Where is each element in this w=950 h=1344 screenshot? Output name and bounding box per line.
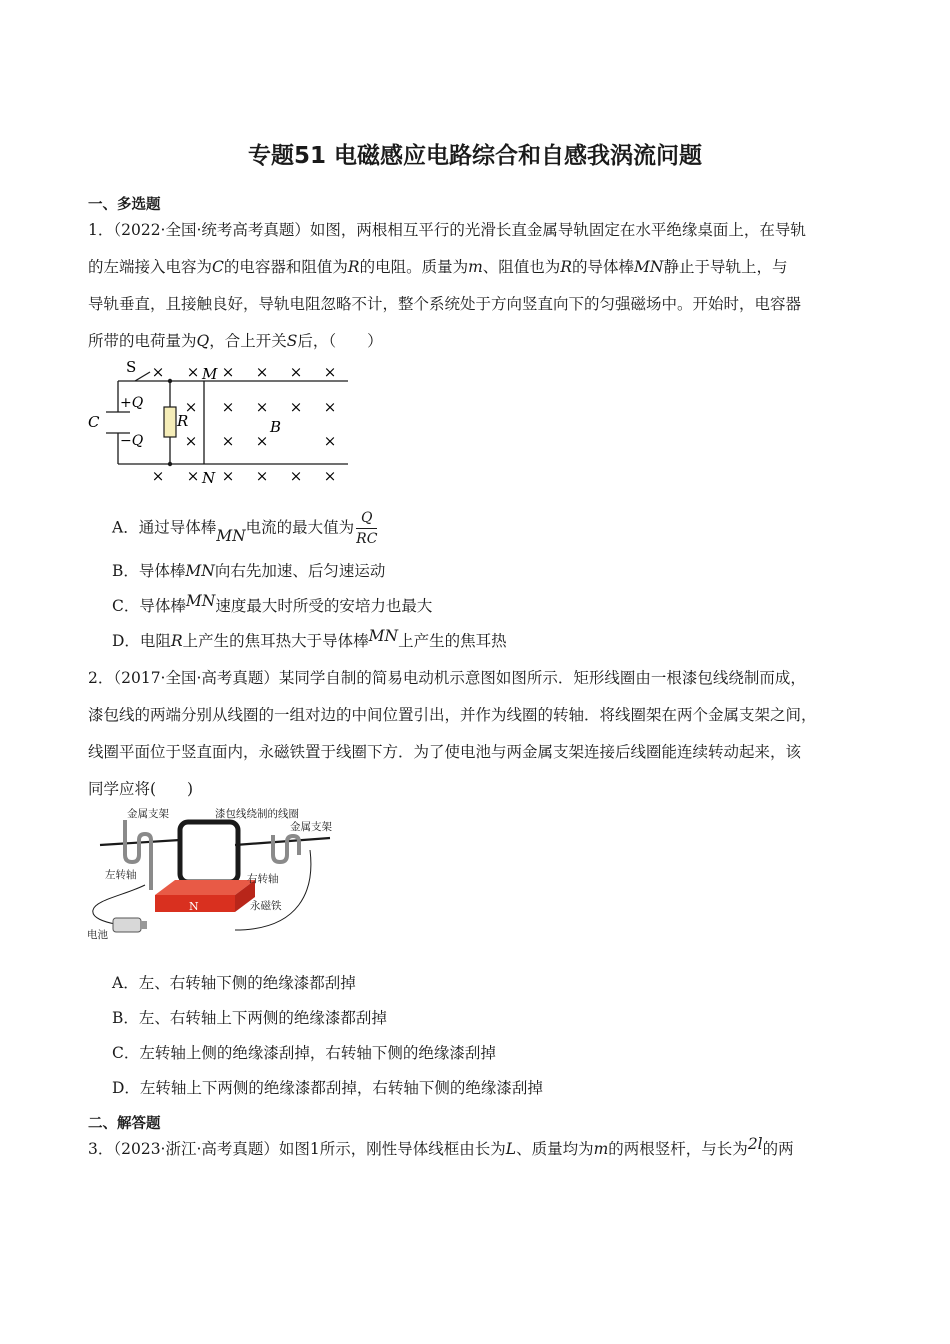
q1-var-S: S (286, 332, 298, 350)
option-text: 电流的最大值为 (245, 518, 355, 537)
q1-text: 静止于导轨上，与 (663, 258, 788, 276)
label-magnet: 永磁铁 (250, 900, 282, 912)
q3-var-m: m (593, 1140, 609, 1158)
q1-text: 的电阻。质量为 (359, 258, 469, 276)
q2-line1: 2．（2017·全国·高考真题）某同学自制的简易电动机示意图如图所示．矩形线圈由一根漆包线绕制而成， (88, 669, 806, 687)
q1-line1: 1．（2022·全国·统考高考真题）如图，两根相互平行的光滑长直金属导轨固定在水平绝缘桌面上，在导轨 (88, 221, 806, 239)
label-axis-right: 右转轴 (247, 873, 279, 885)
option-text: C．导体棒 (112, 597, 186, 615)
section-multiple-choice: 一、多选题 (88, 197, 161, 213)
option-text: A．通过导体棒 (112, 518, 217, 537)
field-cross: × (186, 363, 200, 381)
q1-option-C[interactable] (112, 594, 432, 616)
field-cross: × (323, 363, 337, 381)
q1-var-C: C (212, 258, 224, 276)
option-text: 上产生的焦耳热大于导体棒 (182, 632, 369, 650)
field-cross: × (289, 363, 303, 381)
label-M: M (202, 365, 218, 383)
label-S: S (126, 358, 137, 376)
q1-text: 的电容器和阻值为 (223, 258, 348, 276)
field-cross: × (323, 467, 337, 485)
page-title: 专题51 电磁感应电路综合和自感我涡流问题 (247, 143, 702, 169)
q1-var-MN: MN (185, 562, 215, 580)
q1-var-R: R (560, 258, 572, 276)
label-C: C (88, 413, 100, 431)
field-cross: × (221, 363, 235, 381)
fraction-Q-over-RC (356, 508, 377, 549)
option-text: D．电阻 (112, 632, 171, 650)
field-cross: × (255, 467, 269, 485)
q1-text: 、阻值也为 (482, 258, 561, 276)
label-magnet-pole: N (189, 900, 199, 913)
label-minus-Q: −Q (120, 433, 144, 449)
field-cross: × (184, 398, 198, 416)
q2-motor-diagram (85, 800, 355, 945)
q2-option-A[interactable]: A．左、右转轴下侧的绝缘漆都刮掉 (112, 974, 356, 992)
axle-right (235, 838, 330, 845)
label-coil: 漆包线绕制的线圈 (215, 808, 299, 820)
fraction-denominator: RC (356, 531, 378, 547)
q3-var-L: L (505, 1140, 517, 1158)
q1-var-R: R (347, 258, 360, 276)
field-cross: × (289, 467, 303, 485)
q1-var-MN: MN (185, 592, 216, 610)
q3-text: 、质量均为 (516, 1140, 594, 1158)
q1-line2 (88, 255, 787, 277)
q1-line4 (88, 329, 383, 351)
q2-option-D[interactable]: D．左转轴上下两侧的绝缘漆都刮掉，右转轴下侧的绝缘漆刮掉 (112, 1079, 543, 1097)
label-B: B (270, 418, 282, 436)
q1-var-MN: MN (216, 526, 246, 545)
battery-cap (141, 921, 147, 929)
q3-text: 的两根竖杆，与长为 (608, 1140, 748, 1158)
battery-body (113, 918, 141, 932)
label-axis-left: 左转轴 (105, 869, 137, 881)
q2-line2: 漆包线的两端分别从线圈的一组对边的中间位置引出，并作为线圈的转轴．将线圈架在两个金属支架之间， (88, 706, 817, 724)
label-bracket-right: 金属支架 (290, 821, 332, 833)
label-N: N (202, 469, 216, 487)
field-cross: × (151, 363, 165, 381)
option-text: 速度最大时所受的安培力也最大 (215, 597, 433, 615)
q1-text: 的左端接入电容为 (88, 258, 213, 276)
fraction-numerator: Q (356, 508, 377, 529)
label-plus-Q: +Q (120, 395, 144, 411)
q2-line3: 线圈平面位于竖直面内，永磁铁置于线圈下方．为了使电池与两金属支架连接后线圈能连续转动起来，该 (88, 743, 802, 761)
q2-option-C[interactable]: C．左转轴上侧的绝缘漆刮掉，右转轴下侧的绝缘漆刮掉 (112, 1044, 496, 1062)
field-cross: × (221, 398, 235, 416)
field-cross: × (255, 432, 269, 450)
q3-var-2l: 2l (747, 1135, 763, 1153)
q1-var-R: R (170, 632, 183, 650)
field-cross: × (323, 432, 337, 450)
q1-option-D[interactable] (112, 629, 507, 651)
label-battery: 电池 (87, 929, 108, 941)
q1-var-MN: MN (368, 627, 399, 645)
field-cross: × (151, 467, 165, 485)
junction-dot (168, 379, 172, 383)
field-cross: × (221, 467, 235, 485)
q3-text: 的两 (762, 1140, 794, 1158)
section-answer-questions: 二、解答题 (88, 1116, 161, 1132)
coil (180, 822, 238, 882)
q1-text: 后，（ ） (297, 332, 383, 350)
q2-option-B[interactable]: B．左、右转轴上下两侧的绝缘漆都刮掉 (112, 1009, 387, 1027)
q1-var-m: m (468, 258, 483, 276)
option-text: B．导体棒 (112, 562, 186, 580)
q1-text: 的导体棒 (571, 258, 634, 276)
field-cross: × (323, 398, 337, 416)
q3-line1 (88, 1137, 794, 1159)
junction-dot (168, 462, 172, 466)
field-cross: × (255, 398, 269, 416)
option-text: 向右先加速、后匀速运动 (214, 562, 386, 580)
q1-option-A[interactable] (112, 508, 377, 549)
q2-line4: 同学应将( ) (88, 780, 194, 798)
q1-line3: 导轨垂直，且接触良好，导轨电阻忽略不计，整个系统处于方向竖直向下的匀强磁场中。开始时，电容器 (88, 295, 802, 313)
q1-option-B[interactable] (112, 559, 385, 581)
resistor (164, 407, 176, 437)
field-cross: × (184, 432, 198, 450)
field-cross: × (289, 398, 303, 416)
label-bracket-left: 金属支架 (127, 808, 169, 820)
q1-var-Q: Q (196, 332, 210, 350)
q1-text: 所带的电荷量为 (88, 332, 197, 350)
field-cross: × (221, 432, 235, 450)
option-text: 上产生的焦耳热 (398, 632, 507, 650)
switch-lever (135, 372, 150, 381)
q3-text: 3．（2023·浙江·高考真题）如图1所示，刚性导体线框由长为 (88, 1140, 506, 1158)
label-R: R (177, 412, 189, 430)
field-cross: × (186, 467, 200, 485)
q1-var-MN: MN (634, 258, 664, 276)
field-cross: × (255, 363, 269, 381)
q1-text: ，合上开关 (209, 332, 287, 350)
q1-circuit-diagram (80, 355, 370, 490)
bracket-right-shape (273, 835, 299, 862)
